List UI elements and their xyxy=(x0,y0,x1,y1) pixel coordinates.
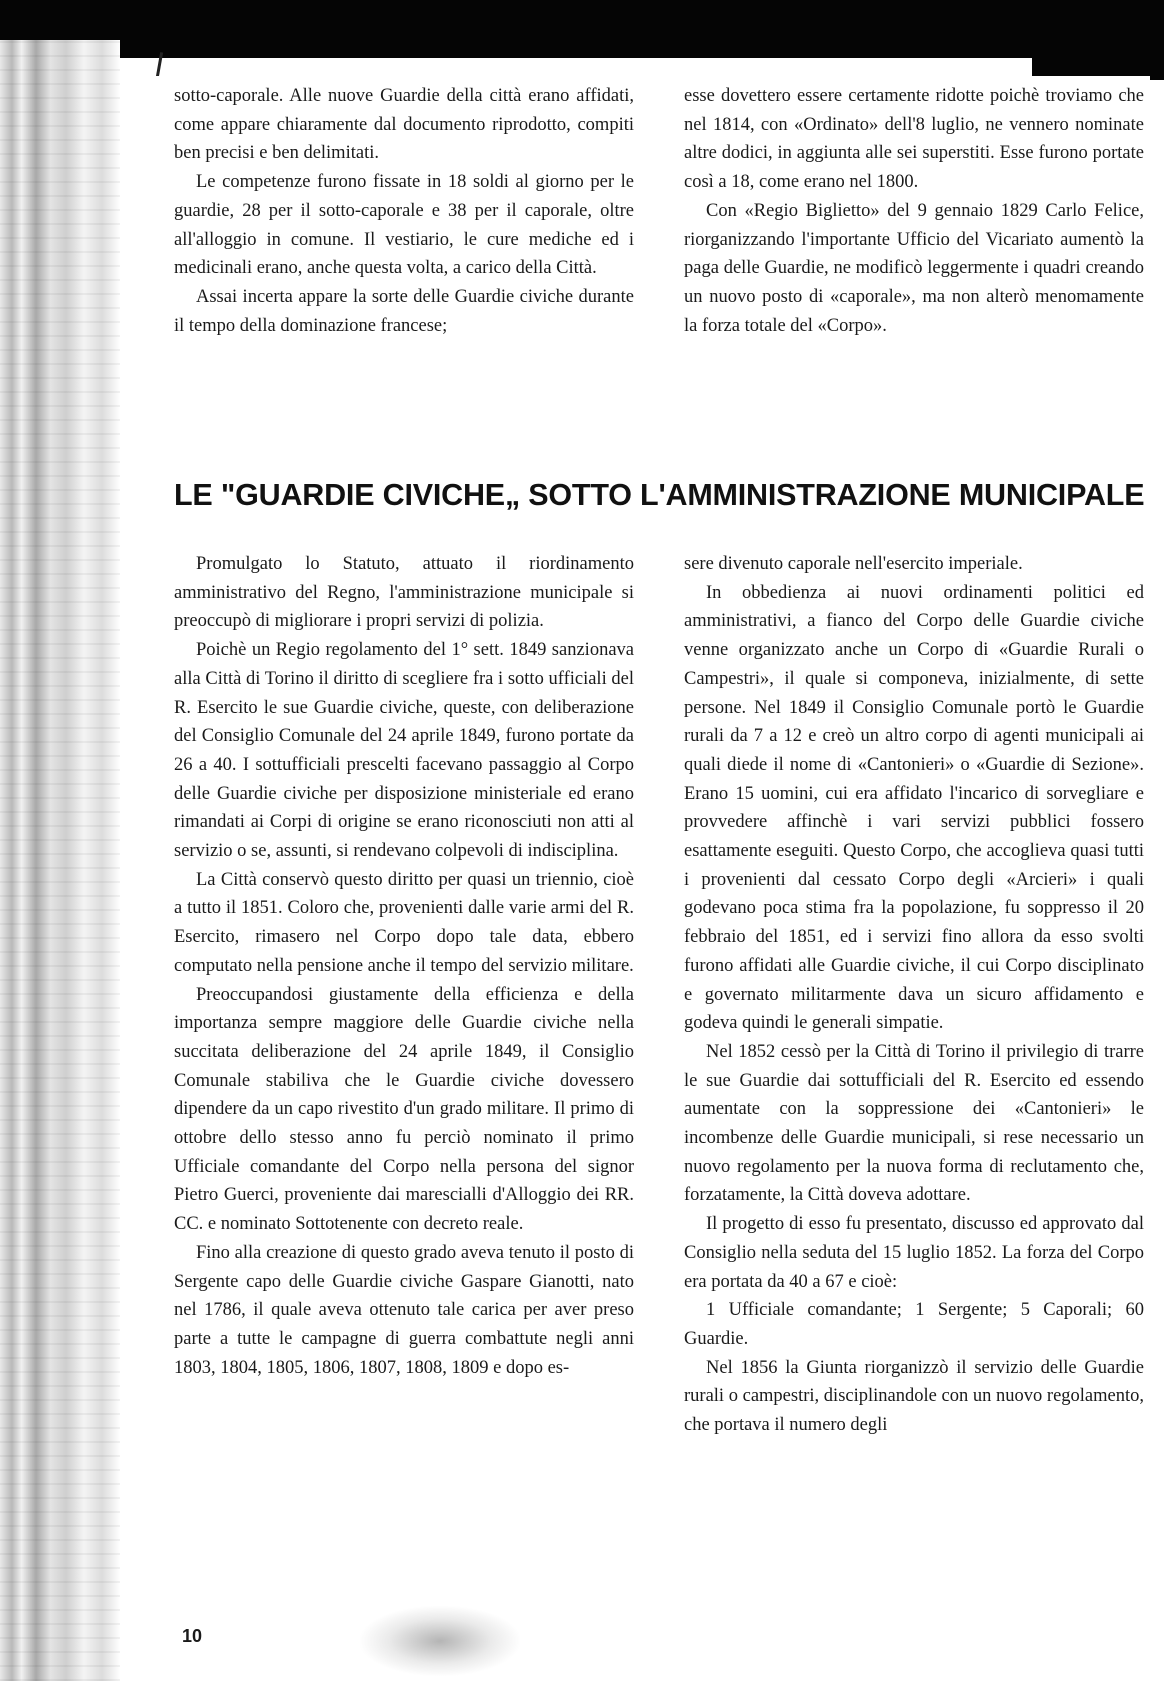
paragraph: Le competenze furono fissate in 18 soldi al giorno per le guardie, 28 per il sotto-caporale e 38 per il caporale, oltre all'alloggio in comune. Il vestiario, le cure mediche ed i medicinali erano, anche questa volta, a carico della Città. xyxy=(174,172,634,279)
paragraph: Fino alla creazione di questo grado aveva tenuto il posto di Sergente capo delle Guardie civiche Gaspare Gianotti, nato nel 1786, il quale aveva ottenuto tale carica per aver preso parte a tutte le campagne di guerra combattute negli anni 1803, 1804, 1805, 1806, 1807, 1808, 1809 e dopo es- xyxy=(174,1242,634,1378)
scan-left-edge xyxy=(0,40,120,1681)
document-page xyxy=(150,76,1150,1676)
paragraph: Poichè un Regio regolamento del 1° sett. 1849 sanzionava alla Città di Torino il diritto di scegliere fra i sotto ufficiali del R. Esercito le sue Guardie civiche, queste, con deliberazione del Consiglio Comunale del 24 aprile 1849, furono portate da 26 a 40. I sottufficiali prescelti facevano passaggio al Corpo delle Guardie civiche per disposizione ministeriale ed erano rimandati ai Corpi di origine se erano riconosciuti non atti al servizio o se, assunti, si rendevano colpevoli di indisciplina. xyxy=(174,640,634,862)
paragraph: Preoccupandosi giustamente della efficienza e della importanza sempre maggiore delle Guardie civiche nella succitata deliberazione del 24 aprile 1849, il Consiglio Comunale stabiliva che le Guardie civiche dovessero dipendere da un capo rivestito d'un grado militare. Il primo di ottobre dello stesso anno fu perciò nominato il primo Ufficiale comandante del Corpo nella persona del signor Pietro Guerci, proveniente dai marescialli d'Alloggio dei RR. CC. e nominato Sottotenente con decreto reale. xyxy=(174,984,634,1235)
paragraph: Promulgato lo Statuto, attuato il riordinamento amministrativo del Regno, l'amministrazione municipale si preoccupò di migliorare i propri servizi di polizia. xyxy=(174,554,634,632)
scan-top-border xyxy=(0,0,1164,58)
paragraph: Nel 1856 la Giunta riorganizzò il servizio delle Guardie rurali o campestri, disciplinandole con un nuovo regolamento, che portava il numero degli xyxy=(684,1357,1144,1436)
page-number: 10 xyxy=(182,1626,203,1646)
paragraph: Il progetto di esso fu presentato, discusso ed approvato dal Consiglio nella seduta del 15 luglio 1852. La forza del Corpo era portata da 40 a 67 e cioè: xyxy=(684,1214,1144,1292)
paragraph: Con «Regio Biglietto» del 9 gennaio 1829 Carlo Felice, riorganizzando l'importante Ufficio del Vicariato aumentò la paga delle Guardie, ne modificò leggermente i quadri creando un nuovo posto di «caporale», ma non alterò menomamente la forza totale del «Corpo». xyxy=(684,200,1144,336)
paragraph: La Città conservò questo diritto per quasi un triennio, cioè a tutto il 1851. Coloro che, provenienti dalle varie armi del R. Esercito, rimasero nel Corpo dopo tale data, ebbero computato nella pensione anche il tempo del servizio militare. xyxy=(174,869,634,976)
top-left-column xyxy=(174,82,634,340)
paragraph: sere divenuto caporale nell'esercito imperiale. xyxy=(684,554,1023,574)
bottom-left-column xyxy=(174,550,634,1382)
paragraph: Assai incerta appare la sorte delle Guardie civiche durante il tempo della dominazione francese; xyxy=(174,286,634,336)
paragraph: sotto-caporale. Alle nuove Guardie della città erano affidati, come appare chiaramente dal documento riprodotto, compiti ben precisi e ben delimitati. xyxy=(174,86,634,164)
top-right-column xyxy=(684,82,1144,340)
scan-top-right-border xyxy=(1032,0,1164,80)
paragraph: Nel 1852 cessò per la Città di Torino il privilegio di trarre le sue Guardie dai sottufficiali del R. Esercito ed essendo aumentate con la soppressione dei «Cantonieri» le incombenze delle Guardie municipali, si rese necessario un nuovo regolamento per la nuova forma di reclutamento che, forzatamente, la Città doveva adottare. xyxy=(684,1041,1144,1206)
section-heading: LE "GUARDIE CIVICHE„ SOTTO L'AMMINISTRAZIONE MUNICIPALE xyxy=(174,478,1145,512)
bottom-right-column xyxy=(684,550,1144,1440)
paragraph: 1 Ufficiale comandante; 1 Sergente; 5 Caporali; 60 Guardie. xyxy=(684,1300,1144,1349)
paragraph: In obbedienza ai nuovi ordinamenti politici ed amministrativi, a fianco del Corpo delle Guardie civiche venne organizzato anche un Corpo di «Guardie Rurali o Campestri», il quale si componeva, inizialmente, di sette persone. Nel 1849 il Consiglio Comunale portò le Guardie rurali da 7 a 12 e creò un altro corpo di agenti municipali ai quali diede il nome di «Cantonieri» o «Guardie di Sezione». Erano 15 uomini, cui era affidato l'incarico di sorvegliare e provvedere affinchè i vari servizi pubblici fossero esattamente eseguiti. Questo Corpo, che accoglieva quasi tutti i provenienti dal cessato Corpo degli «Arcieri» i quali godevano poca stima fra la popolazione, fu soppresso il 20 febbraio del 1851, ed i servizi fino allora da esso svolti furono affidati alle Guardie civiche, il cui Corpo disciplinato e governato militarmente dava un sicuro affidamento e godeva quindi le generali simpatie. xyxy=(684,582,1144,1034)
scan-smudge xyxy=(360,1606,520,1676)
paragraph: esse dovettero essere certamente ridotte poichè troviamo che nel 1814, con «Ordinato» dell'8 luglio, ne vennero nominate altre dodici, in aggiunta alle sei superstiti. Esse furono portate così a 18, come erano nel 1800. xyxy=(684,86,1144,193)
